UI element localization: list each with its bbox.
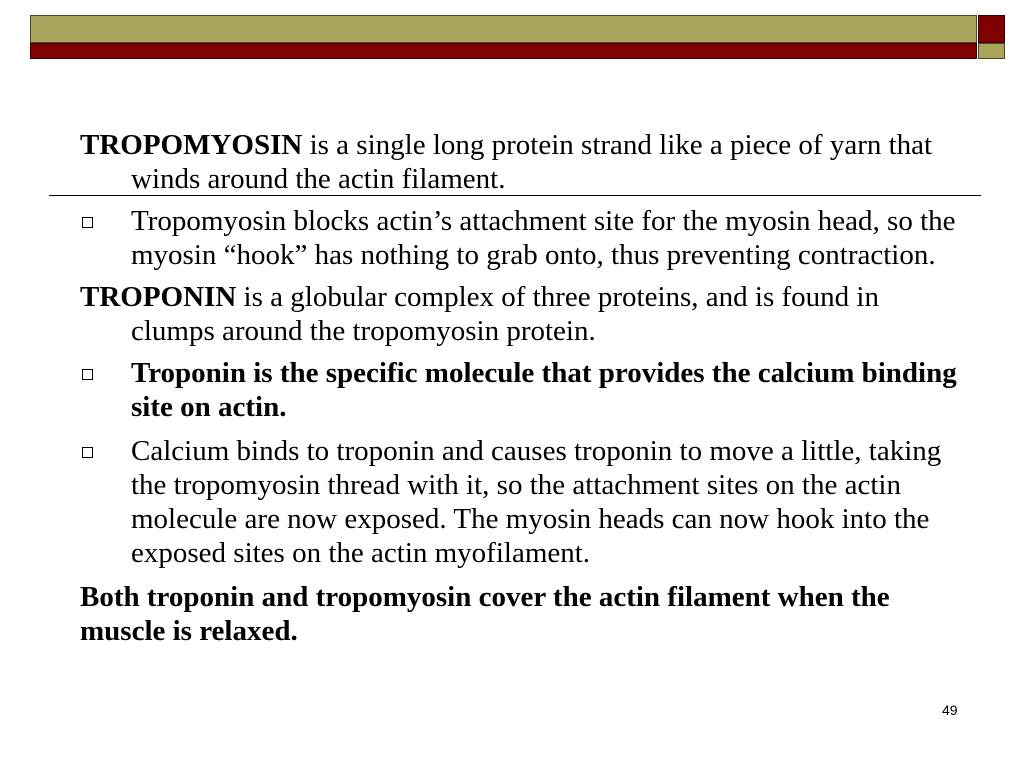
bullet-item-tropomyosin-blocks <box>80 204 960 272</box>
tropomyosin-term: TROPOMYOSIN <box>80 129 303 161</box>
hollow-square-bullet-icon <box>82 217 93 228</box>
bullet-text: Calcium binds to troponin and causes troponin to move a little, taking the tropomyosin thread with it, so the attachment sites on the actin molecule are now exposed. The myosin heads can now hook into the exposed sites on the actin myofilament. <box>131 435 942 569</box>
bullet-text: Tropomyosin blocks actin’s attachment site for the myosin head, so the myosin “hook” has nothing to grab onto, thus preventing contraction. <box>131 205 956 271</box>
page-number: 49 <box>942 702 958 718</box>
hollow-square-bullet-icon <box>82 447 93 458</box>
slide-body <box>80 128 960 648</box>
bullet-item-troponin-calcium-site <box>80 356 960 424</box>
hollow-square-bullet-icon <box>82 369 93 380</box>
header-bar-olive <box>30 15 977 43</box>
bullet-text: Troponin is the specific molecule that provides the calcium binding site on actin. <box>131 357 957 423</box>
bullet-item-calcium-binds <box>80 434 960 570</box>
tropomyosin-paragraph <box>80 128 960 196</box>
header-square-maroon <box>978 15 1005 43</box>
header-bar-maroon <box>30 43 977 59</box>
troponin-definition: is a globular complex of three proteins, and is found in clumps around the tropomyosin protein. <box>131 281 879 347</box>
troponin-term: TROPONIN <box>80 281 237 313</box>
troponin-paragraph <box>80 280 960 348</box>
tropomyosin-definition: is a single long protein strand like a piece of yarn that winds around the actin filament. <box>131 129 933 195</box>
header-square-olive <box>978 43 1005 59</box>
summary-statement: Both troponin and tropomyosin cover the actin filament when the muscle is relaxed. <box>80 581 890 647</box>
